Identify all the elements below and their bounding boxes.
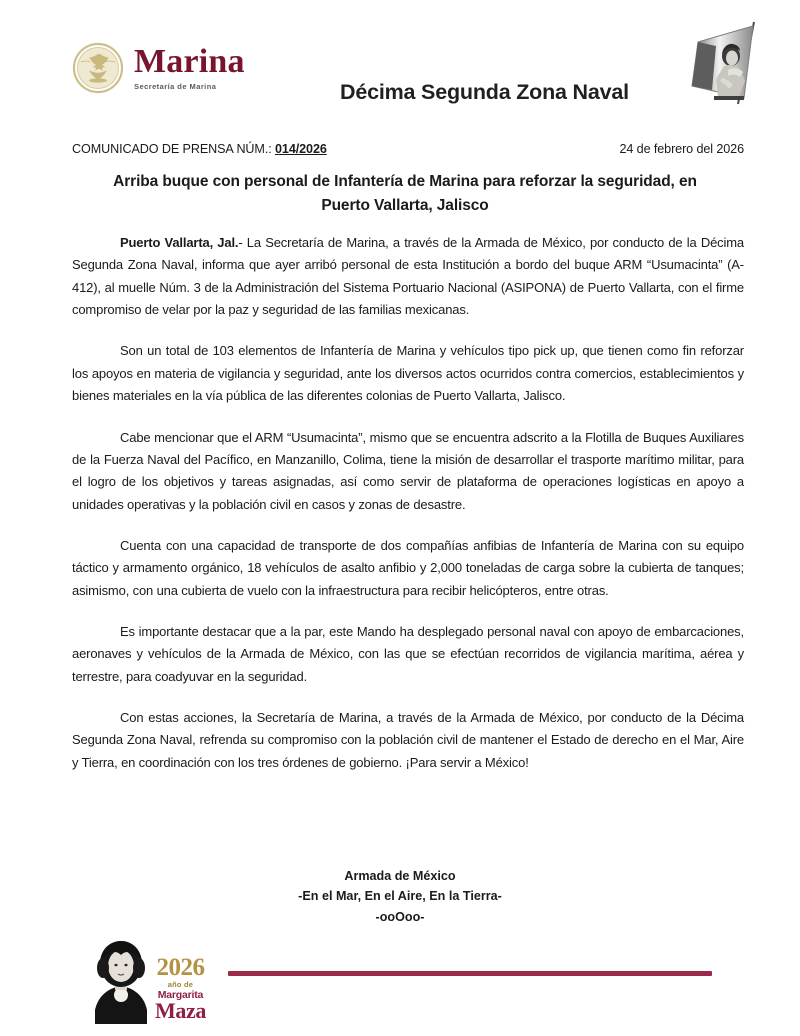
paragraph-6: Con estas acciones, la Secretaría de Marina, a través de la Armada de México, por conducto de la Décima Segunda Zona Naval, refrenda su compromiso con la población civil de mantener el Estado de derecho en el Mar, Aire y Tierra, en coordinación con los tres órdenes de gobierno. ¡Para servir a México! bbox=[72, 710, 744, 770]
paragraph-3: Cabe mencionar que el ARM “Usumacinta”, mismo que se encuentra adscrito a la Flotilla de Buques Auxiliares de la Fuerza Naval del Pacífico, en Manzanillo, Colima, tiene la misión de desarrollar el trasporte marítimo militar, para el logro de los objetivos y tareas asignadas, así como servir de plataforma de operaciones logísticas en apoyo a unidades operativas y la población civil en casos y zonas de desastre. bbox=[72, 429, 744, 512]
zone-title: Décima Segunda Zona Naval bbox=[340, 80, 629, 104]
paragraph-1 bbox=[72, 232, 744, 321]
naval-flag-bearer-emblem-icon bbox=[668, 16, 772, 120]
margarita-maza-logo bbox=[90, 938, 206, 1024]
communique-number: 014/2026 bbox=[275, 142, 327, 156]
signature-line-3: -ooOoo- bbox=[375, 909, 425, 924]
paragraph-4: Cuenta con una capacidad de transporte de dos compañías anfibias de Infantería de Marina con su equipo táctico y armamento orgánico, 18 vehículos de asalto anfibio y 2,000 toneladas de carga sobre la cubierta de tanques; asimismo, con una cubierta de vuelo con la infraestructura para recibir helicópteros, entre otras. bbox=[72, 537, 744, 598]
footer-first-name: Margarita bbox=[157, 988, 204, 1001]
paragraph-5: Es importante destacar que a la par, este Mando ha desplegado personal naval con apoyo de embarcaciones, aeronaves y vehículos de la Armada de México, con las que se efectúan recorridos de vigilancia marítima, aérea y terrestre, para coadyuvar en la seguridad. bbox=[72, 624, 744, 684]
document-header bbox=[0, 0, 800, 132]
paragraph-2: Son un total de 103 elementos de Infantería de Marina y vehículos tipo pick up, que tienen como fin reforzar los apoyos en materia de vigilancia y seguridad, ante los diversos actos ocurridos contra comercios, establecimientos y bienes materiales en la vía pública de las diferentes colonias de Puerto Vallarta, Jalisco. bbox=[72, 343, 744, 404]
communique-meta-row bbox=[72, 142, 744, 156]
marina-wordmark bbox=[134, 45, 245, 91]
footer-divider bbox=[228, 971, 712, 976]
dateline: Puerto Vallarta, Jal. bbox=[120, 235, 239, 250]
footer-year: 2026 bbox=[156, 954, 205, 981]
mexico-eagle-seal-icon bbox=[72, 42, 124, 94]
signature-line-1: Armada de México bbox=[344, 869, 456, 883]
communique-label: COMUNICADO DE PRENSA NÚM.: bbox=[72, 142, 272, 156]
paragraph-1-text: - La Secretaría de Marina, a través de la Armada de México, por conducto de la Décima Segunda Zona Naval, informa que ayer arribó personal de esta Institución a bordo del buque ARM “Usumacinta” (A-412), al muelle Núm. 3 de la Administración del Sistema Portuario Nacional (ASIPONA) de Puerto Vallarta, con el firme compromiso de velar por la paz y seguridad de las familias mexicanas. bbox=[72, 235, 744, 318]
footer-surname: Maza bbox=[155, 998, 206, 1023]
margarita-maza-text bbox=[155, 955, 206, 1022]
page-title: Arriba buque con personal de Infantería de Marina para reforzar la seguridad, en Puerto Vallarta, Jalisco bbox=[113, 173, 697, 214]
communique-label-group bbox=[72, 142, 327, 156]
brand-subtitle: Secretaría de Marina bbox=[134, 82, 217, 92]
footer-anio-de: año de bbox=[167, 980, 194, 989]
marina-brand-lockup bbox=[72, 42, 245, 94]
communique-date: 24 de febrero del 2026 bbox=[619, 142, 744, 156]
brand-name: Marina bbox=[134, 43, 245, 81]
signature-block bbox=[0, 866, 800, 927]
document-footer bbox=[0, 932, 800, 1032]
margarita-maza-portrait-icon bbox=[90, 938, 152, 1024]
document-body bbox=[72, 232, 744, 774]
signature-line-2: -En el Mar, En el Aire, En la Tierra- bbox=[298, 889, 502, 904]
